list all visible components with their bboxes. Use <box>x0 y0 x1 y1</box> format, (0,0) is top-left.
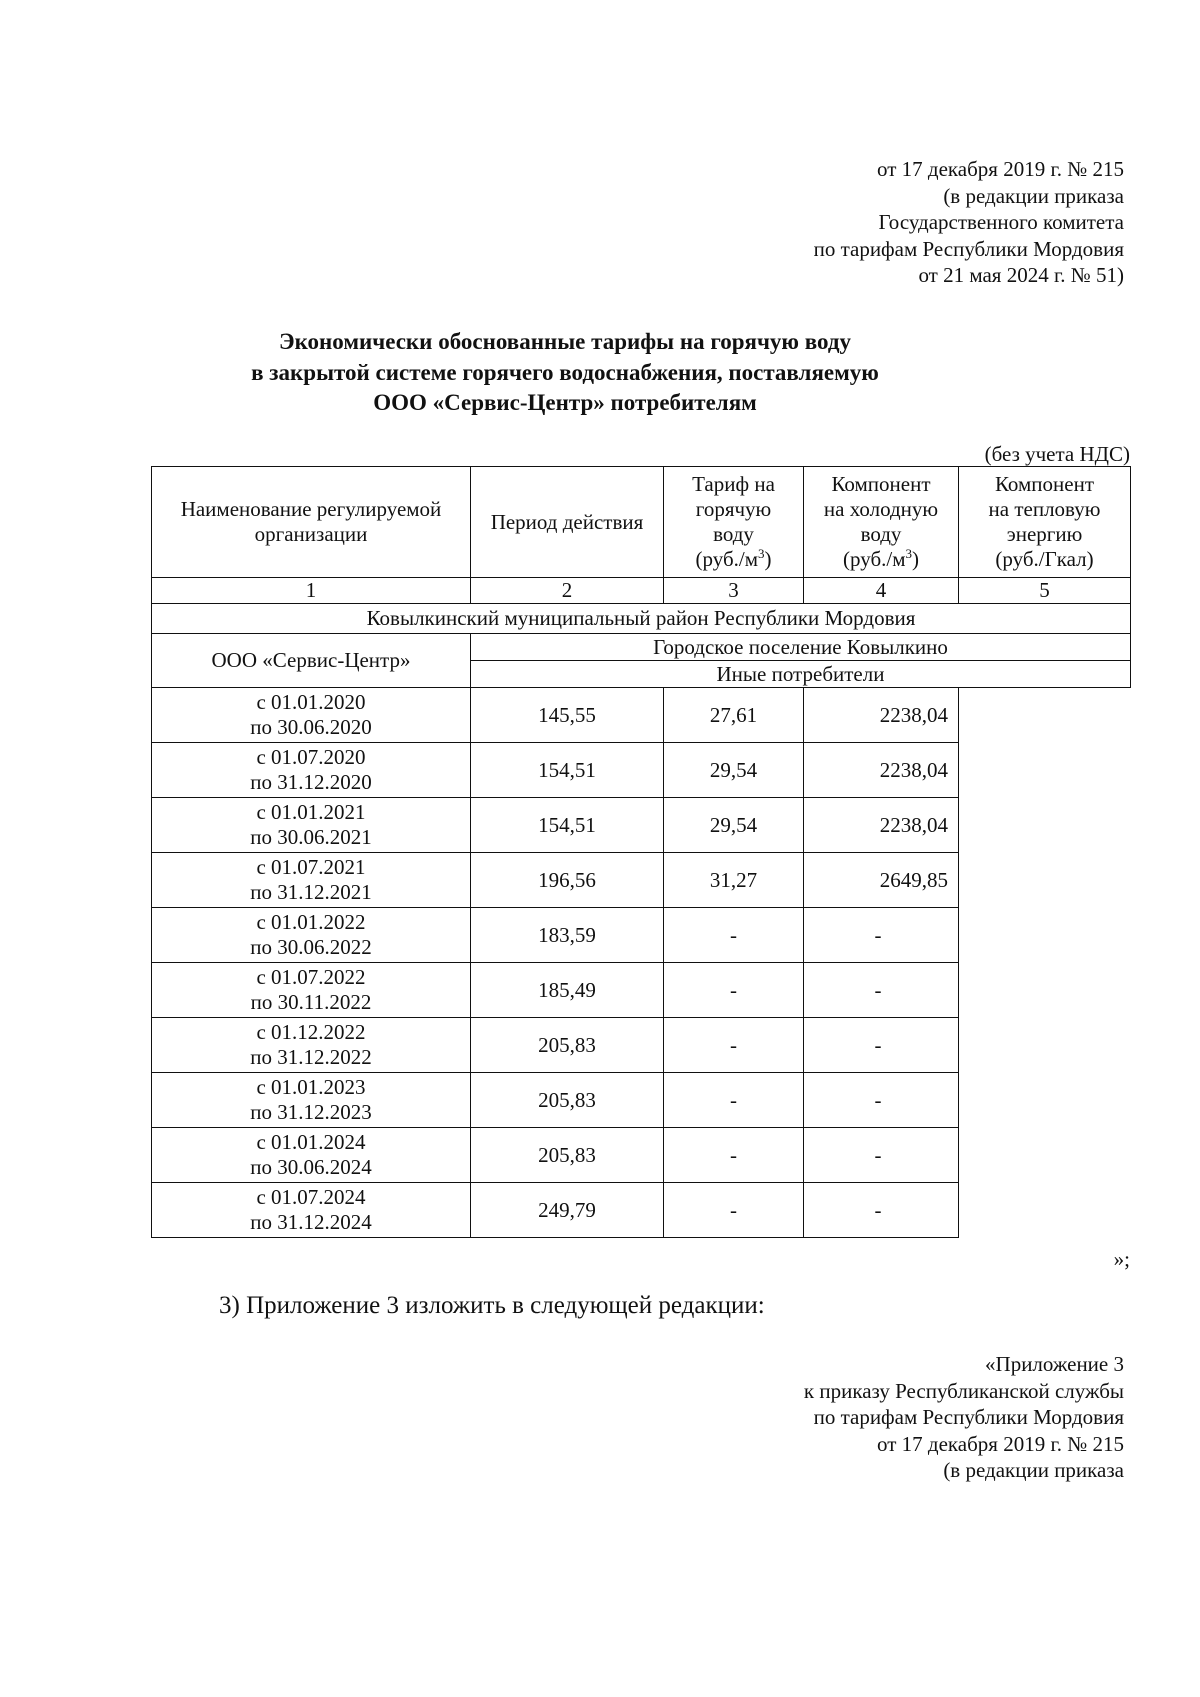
period-to: по 30.11.2022 <box>250 990 372 1014</box>
tariff-cell: 249,79 <box>471 1183 664 1238</box>
header-tariff-line: воду <box>713 522 754 546</box>
column-number: 4 <box>804 578 959 604</box>
header-line: (в редакции приказа <box>943 183 1124 208</box>
footer-line: к приказу Республиканской службы <box>803 1378 1124 1403</box>
column-number: 3 <box>664 578 804 604</box>
period-to: по 31.12.2024 <box>250 1210 372 1234</box>
header-heat-line: на тепловую <box>988 497 1101 521</box>
heat-component-cell: 2238,04 <box>804 798 959 853</box>
heat-component-cell: 2238,04 <box>804 743 959 798</box>
header-heat <box>959 467 1131 578</box>
amendment-paragraph: 3) Приложение 3 изложить в следующей редакции: <box>219 1292 765 1319</box>
heat-component-cell: 2649,85 <box>804 853 959 908</box>
column-number: 2 <box>471 578 664 604</box>
heat-component-cell: - <box>804 908 959 963</box>
header-tariff-line: горячую <box>695 497 772 521</box>
cold-component-cell: 31,27 <box>664 853 804 908</box>
header-line: по тарифам Республики Мордовия <box>813 236 1124 261</box>
period-to: по 31.12.2023 <box>250 1100 372 1124</box>
organization-name: ООО «Сервис-Центр» <box>152 634 471 688</box>
tariff-cell: 205,83 <box>471 1018 664 1073</box>
period-from: с 01.01.2022 <box>256 910 366 934</box>
table-row <box>152 908 1131 963</box>
period-cell <box>152 963 471 1018</box>
column-number-row <box>152 578 1131 604</box>
period-cell <box>152 1018 471 1073</box>
cold-component-cell: - <box>664 1183 804 1238</box>
tariff-cell: 205,83 <box>471 1073 664 1128</box>
tariff-cell: 154,51 <box>471 743 664 798</box>
tariff-cell: 154,51 <box>471 798 664 853</box>
header-tariff-unit: $(руб./м^3)$ <box>695 546 772 571</box>
header-period: Период действия <box>471 467 664 578</box>
header-line: от 21 мая 2024 г. № 51) <box>918 263 1124 287</box>
title-line: в закрытой системе горячего водоснабжения, поставляемую <box>251 359 879 385</box>
header-heat-line: (руб./Гкал) <box>995 547 1094 571</box>
title-line: ООО «Сервис-Центр» потребителям <box>373 390 757 415</box>
period-cell <box>152 853 471 908</box>
period-from: с 01.01.2020 <box>256 690 366 714</box>
consumer-group: Иные потребители <box>471 661 1131 688</box>
header-line: от 17 декабря 2019 г. № 215 <box>877 157 1124 181</box>
period-from: с 01.07.2024 <box>256 1185 366 1209</box>
period-cell <box>152 798 471 853</box>
footer-line: «Приложение 3 <box>985 1352 1124 1376</box>
header-line: Государственного комитета <box>878 210 1124 234</box>
period-to: по 30.06.2021 <box>250 825 372 849</box>
period-cell <box>152 688 471 743</box>
cold-component-cell: - <box>664 1128 804 1183</box>
tariff-cell: 196,56 <box>471 853 664 908</box>
period-to: по 31.12.2020 <box>250 770 372 794</box>
table-header-row <box>152 467 1131 578</box>
period-cell <box>152 743 471 798</box>
table-row <box>152 1018 1131 1073</box>
header-cold-line: на холодную <box>823 497 939 521</box>
cold-component-cell: - <box>664 963 804 1018</box>
vat-note: (без учета НДС) <box>984 442 1130 466</box>
period-from: с 01.12.2022 <box>256 1020 366 1044</box>
period-cell <box>152 1183 471 1238</box>
header-cold-line: воду <box>860 522 902 546</box>
footer-line: по тарифам Республики Мордовия <box>813 1405 1124 1429</box>
period-from: с 01.01.2024 <box>256 1130 366 1154</box>
header-org-line: организации <box>254 522 368 546</box>
table-row <box>152 1128 1131 1183</box>
header-reference-block <box>564 156 1124 289</box>
period-from: с 01.07.2022 <box>256 965 366 989</box>
heat-component-cell: - <box>804 1018 959 1073</box>
header-heat-line: Компонент <box>994 472 1095 496</box>
tariff-cell: 183,59 <box>471 908 664 963</box>
closing-quote: »; <box>1113 1247 1130 1271</box>
header-cold-unit: $(руб./м^3)$ <box>843 546 919 571</box>
period-to: по 30.06.2024 <box>250 1155 372 1179</box>
header-heat-line: энергию <box>1006 522 1083 546</box>
period-from: с 01.01.2023 <box>256 1075 366 1099</box>
header-org-line: Наименование регулируемой <box>180 497 442 521</box>
heat-component-cell: - <box>804 1128 959 1183</box>
district-row <box>152 604 1131 634</box>
period-cell <box>152 1128 471 1183</box>
cold-component-cell: - <box>664 1018 804 1073</box>
footer-line: (в редакции приказа <box>943 1458 1124 1482</box>
heat-component-cell: - <box>804 1073 959 1128</box>
table-row <box>152 853 1131 908</box>
header-tariff-line: Тариф на <box>692 472 775 496</box>
table-row <box>152 798 1131 853</box>
period-from: с 01.07.2020 <box>256 745 366 769</box>
settlement-row <box>152 634 1131 661</box>
footer-line: от 17 декабря 2019 г. № 215 <box>877 1431 1124 1456</box>
heat-component-cell: - <box>804 963 959 1018</box>
period-to: по 31.12.2021 <box>250 880 372 904</box>
cold-component-cell: - <box>664 1073 804 1128</box>
cold-component-cell: - <box>664 908 804 963</box>
column-number: 1 <box>152 578 471 604</box>
period-cell <box>152 908 471 963</box>
table-row <box>152 743 1131 798</box>
cold-component-cell: 29,54 <box>664 743 804 798</box>
cold-component-cell: 27,61 <box>664 688 804 743</box>
header-tariff <box>664 467 804 578</box>
heat-component-cell: - <box>804 1183 959 1238</box>
tariff-cell: 205,83 <box>471 1128 664 1183</box>
period-to: по 31.12.2022 <box>250 1045 372 1069</box>
settlement-name: Городское поселение Ковылкино <box>471 634 1131 661</box>
header-cold <box>804 467 959 578</box>
appendix-reference-block <box>564 1351 1124 1484</box>
tariff-cell: 185,49 <box>471 963 664 1018</box>
period-from: с 01.01.2021 <box>256 800 366 824</box>
tariff-cell: 145,55 <box>471 688 664 743</box>
column-number: 5 <box>959 578 1131 604</box>
table-row <box>152 1183 1131 1238</box>
district-name: Ковылкинский муниципальный район Республики Мордовия <box>152 604 1131 634</box>
table-row <box>152 688 1131 743</box>
period-to: по 30.06.2022 <box>250 935 372 959</box>
period-cell <box>152 1073 471 1128</box>
table-row <box>152 1073 1131 1128</box>
period-from: с 01.07.2021 <box>256 855 366 879</box>
heat-component-cell: 2238,04 <box>804 688 959 743</box>
tariff-table <box>151 466 1131 1238</box>
document-title <box>140 327 990 419</box>
table-row <box>152 963 1131 1018</box>
period-to: по 30.06.2020 <box>250 715 372 739</box>
cold-component-cell: 29,54 <box>664 798 804 853</box>
header-org <box>152 467 471 578</box>
title-line: Экономически обоснованные тарифы на горячую воду <box>278 329 851 354</box>
header-cold-line: Компонент <box>831 472 931 496</box>
